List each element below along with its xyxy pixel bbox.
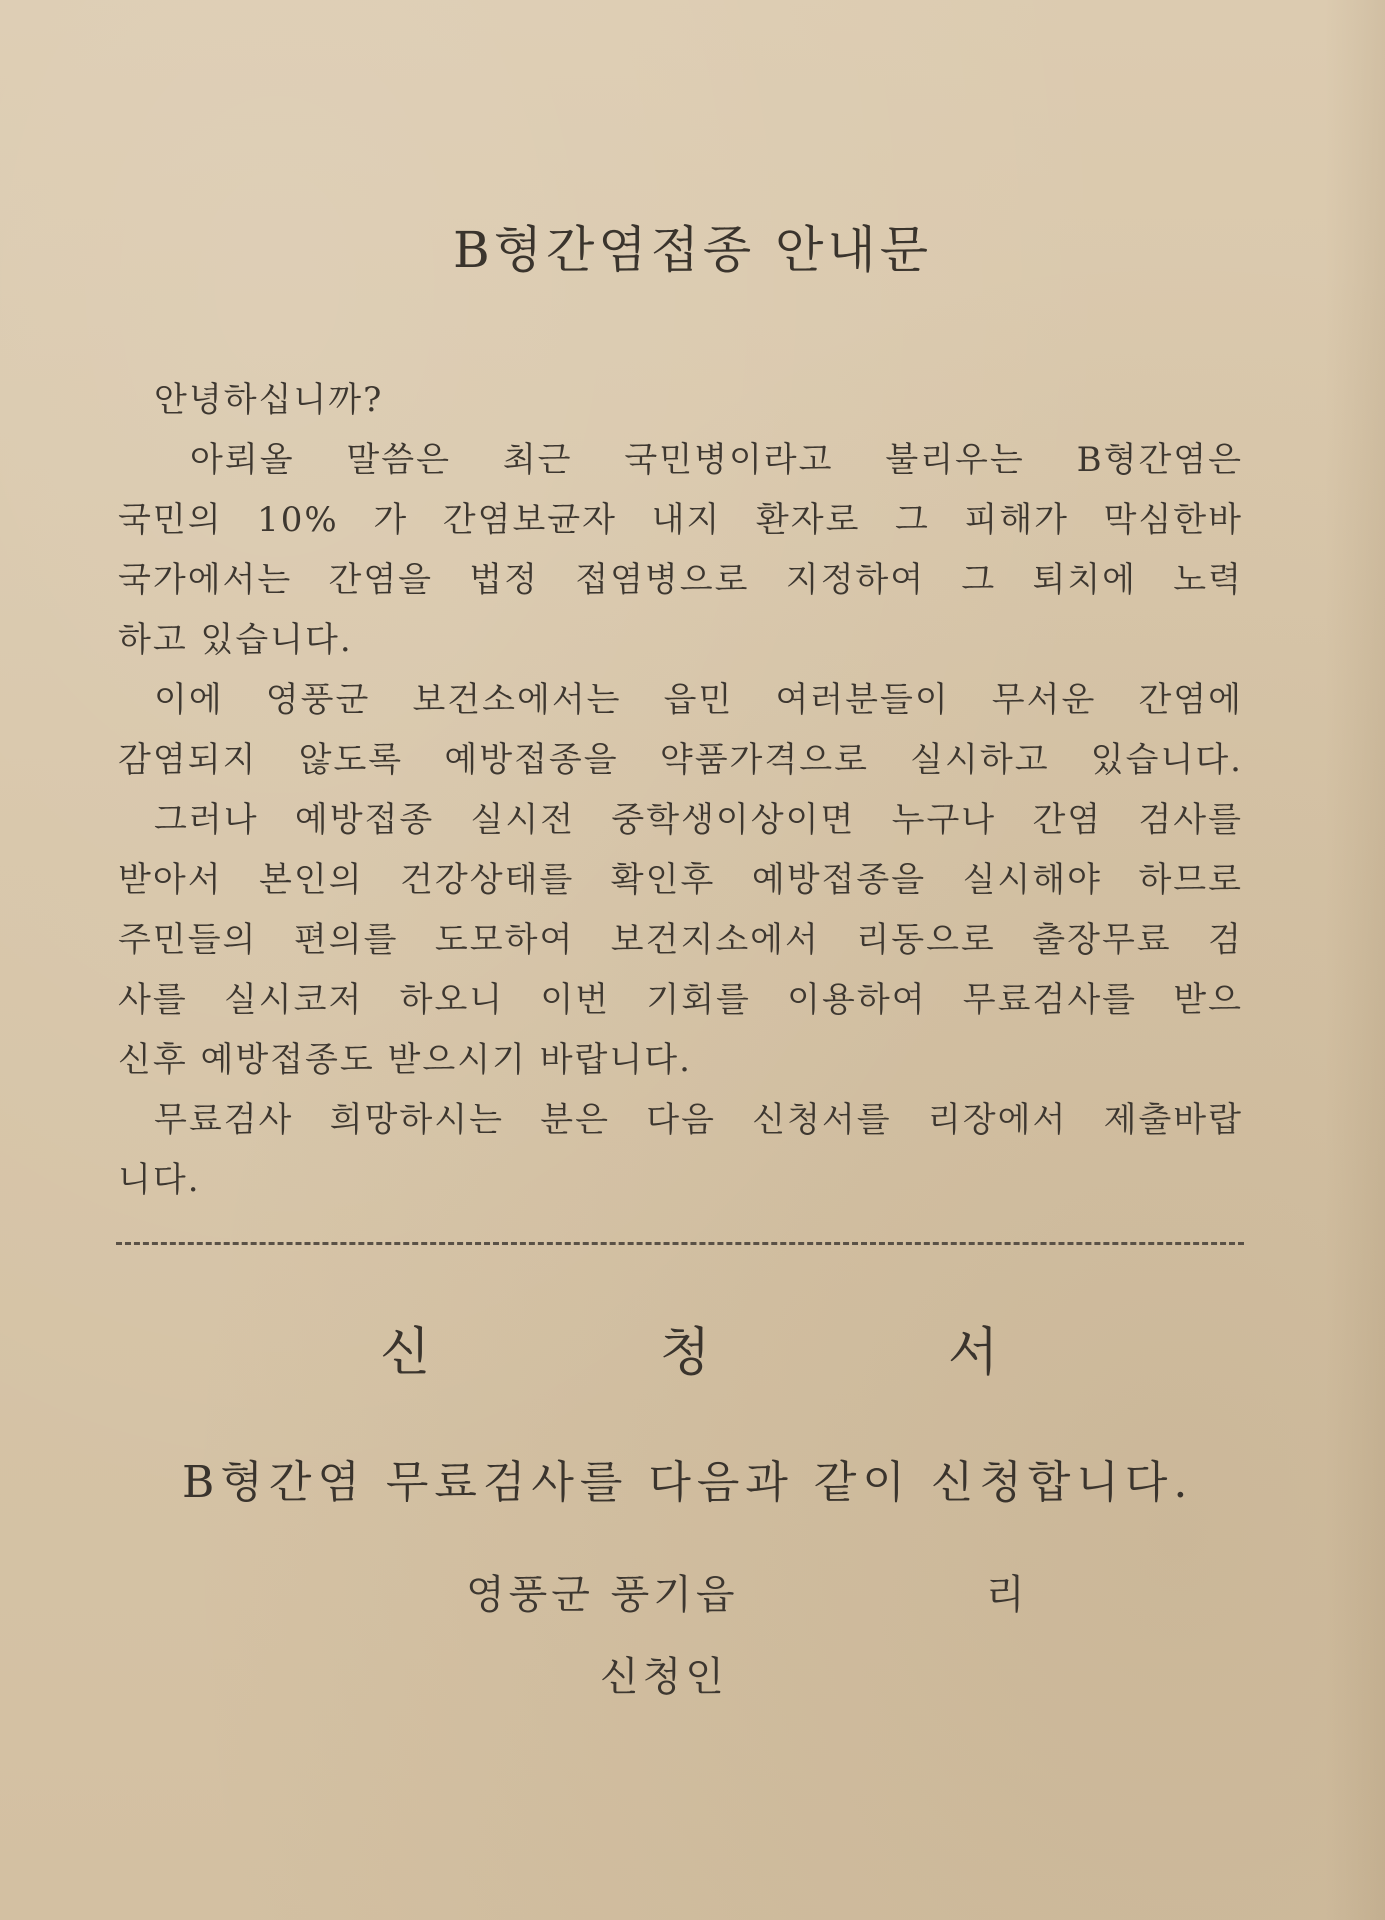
application-statement: B형간염 무료검사를 다음과 같이 신청합니다. [182, 1457, 1194, 1508]
address-text: 영풍군 풍기읍 [466, 1572, 739, 1618]
application-title [0, 1310, 1385, 1383]
address-suffix: 리 [986, 1572, 1029, 1618]
body-line: 이에 영풍군 보건소에서는 읍민 여러분들이 무서운 간염에 [154, 680, 1243, 720]
application-title-char: 신 [380, 1323, 431, 1383]
application-title-char: 서 [948, 1323, 999, 1383]
notice-body [118, 370, 1243, 1210]
notice-title: B형간염접종 안내문 [452, 221, 933, 279]
body-line: 받아서 본인의 건강상태를 확인후 예방접종을 실시해야 하므로 [118, 860, 1243, 900]
body-line: 무료검사 희망하시는 분은 다음 신청서를 리장에서 제출바랍 [154, 1100, 1243, 1140]
body-line: 니다. [118, 1160, 201, 1200]
body-line: 아뢰올 말씀은 최근 국민병이라고 불리우는 B형간염은 [190, 440, 1243, 480]
dashed-divider [116, 1242, 1244, 1245]
application-title-char: 청 [660, 1323, 711, 1383]
body-line: 그러나 예방접종 실시전 중학생이상이면 누구나 간염 검사를 [154, 800, 1243, 840]
body-line: 국가에서는 간염을 법정 접염병으로 지정하여 그 퇴치에 노력 [118, 560, 1243, 600]
applicant-address [466, 1563, 1029, 1620]
body-line: 국민의 10% 가 간염보균자 내지 환자로 그 피해가 막심한바 [118, 500, 1243, 540]
applicant-label: 신청인 [600, 1654, 728, 1700]
body-line: 신후 예방접종도 받으시기 바랍니다. [118, 1040, 692, 1080]
body-line: 감염되지 않도록 예방접종을 약품가격으로 실시하고 있습니다. [118, 740, 1243, 780]
body-line: 주민들의 편의를 도모하여 보건지소에서 리동으로 출장무료 검 [118, 920, 1243, 960]
body-line: 사를 실시코저 하오니 이번 기회를 이용하여 무료검사를 받으 [118, 980, 1243, 1020]
body-line: 하고 있습니다. [118, 620, 353, 660]
greeting-line: 안녕하십니까? [154, 380, 384, 420]
